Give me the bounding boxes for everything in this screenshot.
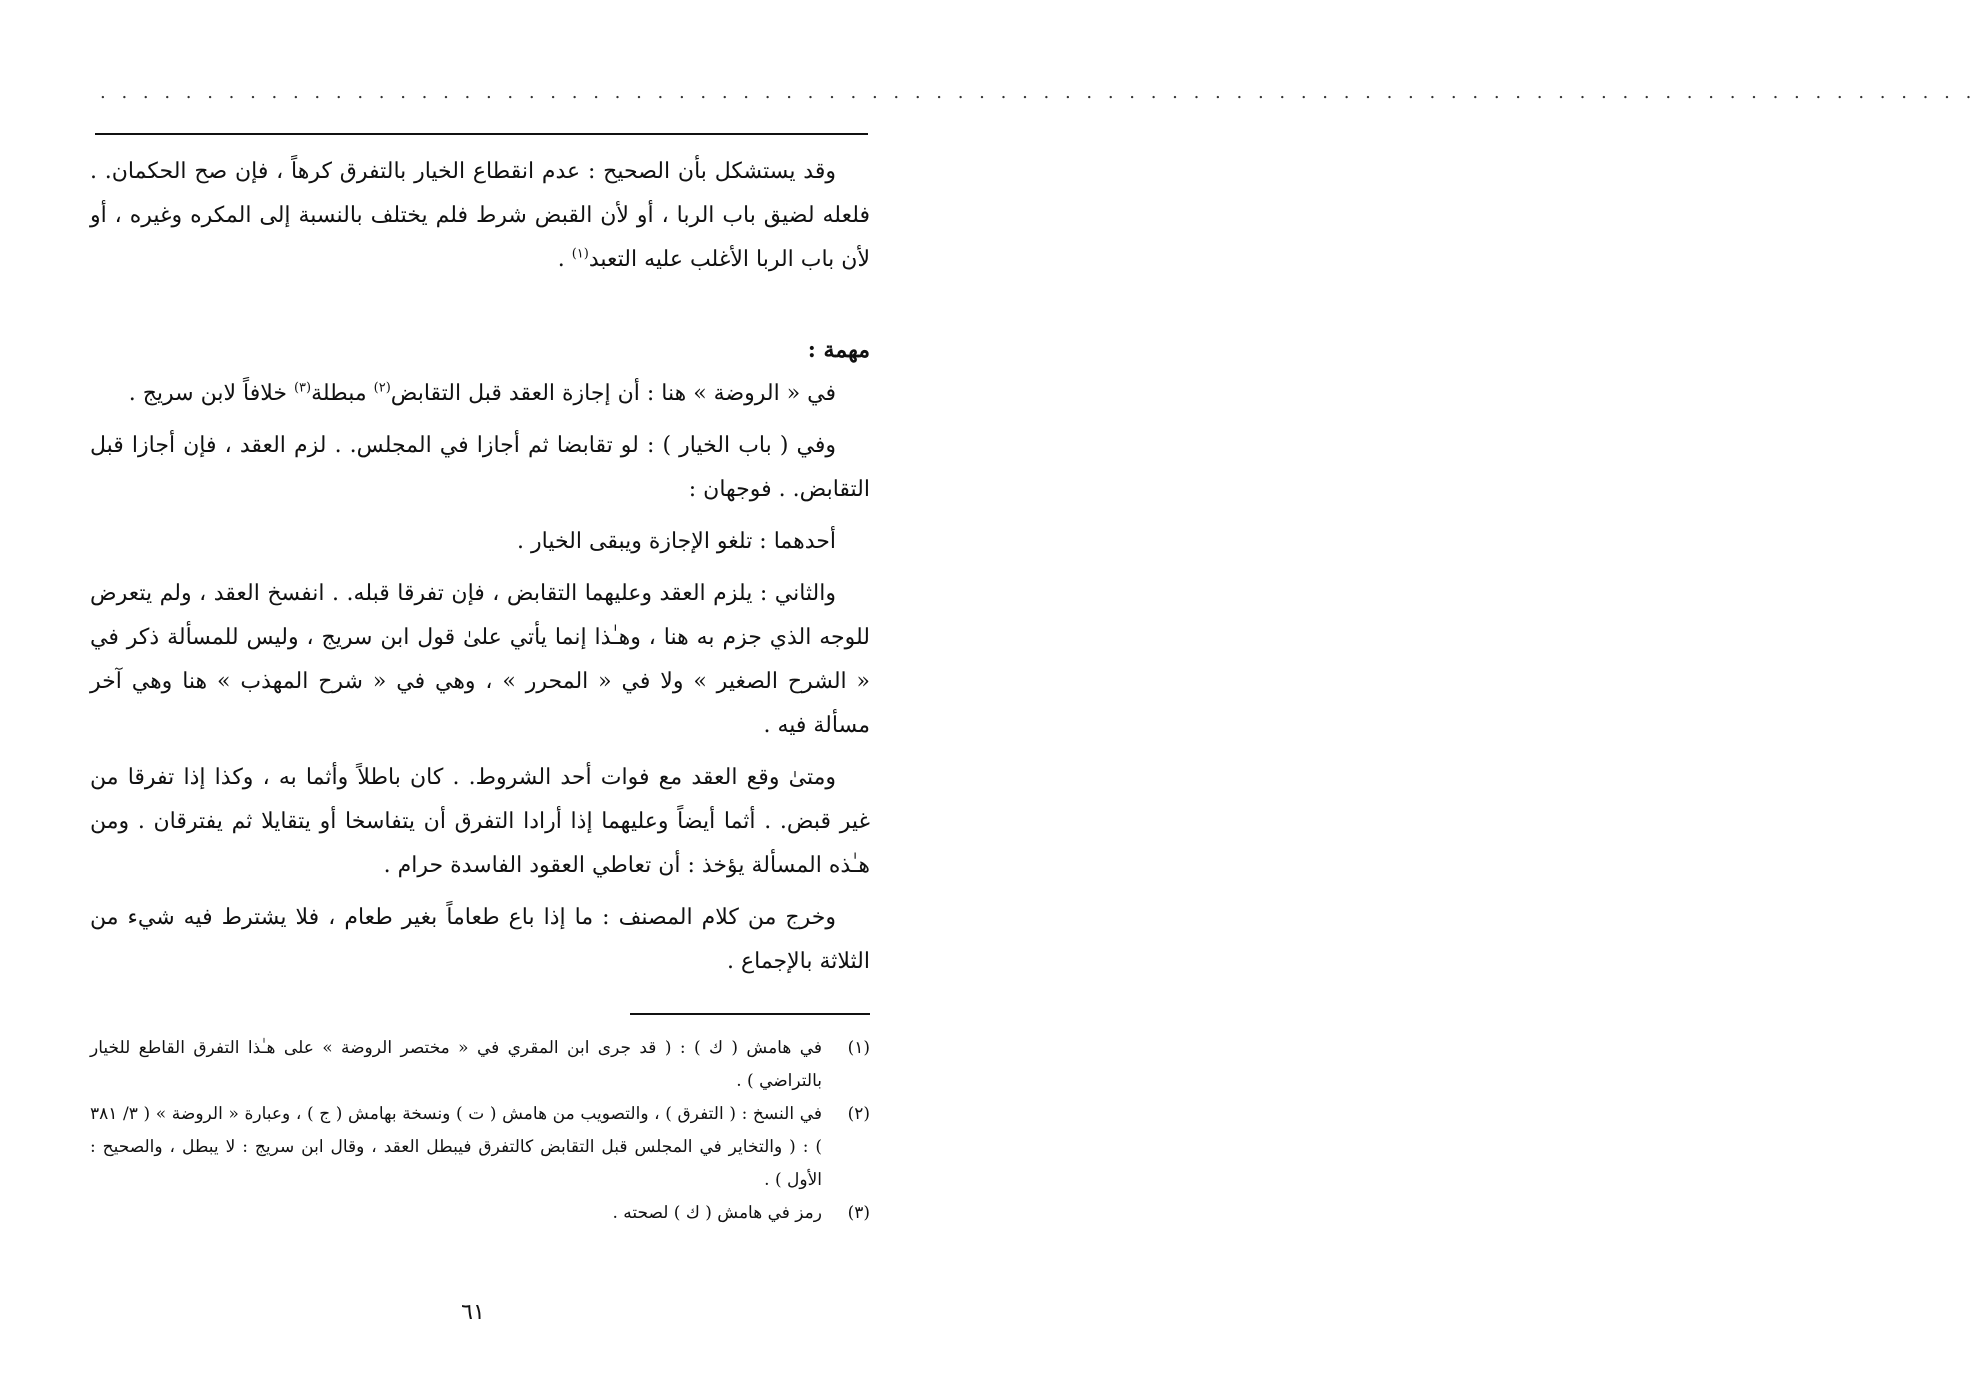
footnote-ref-1: (١) <box>571 246 589 262</box>
paragraph-4: أحدهما : تلغو الإجازة ويبقى الخيار . <box>517 529 836 554</box>
footnotes <box>90 1032 870 1230</box>
footnote-ref-2: (٢) <box>373 380 391 396</box>
paragraph-7: وخرج من كلام المصنف : ما إذا باع طعاماً بغير طعام ، فلا يشترط فيه شيء من الثلاثة بالإجماع . <box>90 905 870 974</box>
footnote-number: (٣) <box>847 1203 870 1223</box>
page-number: ٦١ <box>461 1300 485 1325</box>
header-rule <box>95 133 868 135</box>
paragraph-2-part-b: مبطلة <box>311 381 374 406</box>
footnote-number: (٢) <box>847 1104 870 1124</box>
header-dotted-line: . . . . . . . . . . . . . . . . . . . . . . . . . . . . . . . . . . . . . . . . . . . . . . . . . . . . . . . . . . . . . . . . . . . . . . . . . . . . . . . . . . . . . . . . <box>100 82 1976 103</box>
paragraph-6: ومتىٰ وقع العقد مع فوات أحد الشروط. . كان باطلاً وأثما به ، وكذا إذا تفرقا من غير قبض. . أثما أيضاً وعليهما إذا أرادا التفرق أن يتفاسخا أو يتقايلا ثم يفترقان . ومن هـٰذه المسألة يؤخذ : أن تعاطي العقود الفاسدة حرام . <box>90 765 870 878</box>
paragraph-1-text: وقد يستشكل بأن الصحيح : عدم انقطاع الخيار بالتفرق كرهاً ، فإن صح الحكمان. . فلعله لضيق باب الربا ، أو لأن القبض شرط فلم يختلف بالنسبة إلى المكره وغيره ، أو لأن باب الربا الأغلب عليه التعبد <box>90 159 870 272</box>
main-text <box>90 150 870 984</box>
section-heading: مهمة : <box>807 337 870 363</box>
footnote-ref-3: (٣) <box>293 380 312 396</box>
paragraph-2-part-c: خلافاً لابن سريج . <box>128 381 294 406</box>
footnote-text: رمز في هامش ( ك ) لصحته . <box>612 1203 822 1223</box>
paragraph-2-part-a: في « الروضة » هنا : أن إجازة العقد قبل التقابض <box>390 381 836 406</box>
footnote-number: (١) <box>847 1038 870 1058</box>
paragraph-1 <box>90 150 870 282</box>
footnote-2 <box>90 1098 870 1197</box>
footnote-text: في هامش ( ك ) : ( قد جرى ابن المقري في « مختصر الروضة » على هـٰذا التفرق القاطع للخيار بالتراضي ) . <box>90 1038 822 1091</box>
paragraph-3: وفي ( باب الخيار ) : لو تقابضا ثم أجازا في المجلس. . لزم العقد ، فإن أجازا قبل التقابض. . فوجهان : <box>90 433 870 502</box>
footnote-1 <box>90 1032 870 1098</box>
paragraph-1-end: . <box>557 247 572 272</box>
footnote-separator <box>630 1013 870 1015</box>
footnote-3 <box>90 1197 870 1230</box>
paragraph-2 <box>90 372 870 416</box>
footnote-text: في النسخ : ( التفرق ) ، والتصويب من هامش ( ت ) ونسخة بهامش ( ج ) ، وعبارة « الروضة » ( ٣/ ٣٨١ ) : ( والتخاير في المجلس قبل التقابض كالتفرق فيبطل العقد ، وقال ابن سريج : لا يبطل ، والصحيح : الأول ) . <box>90 1104 822 1190</box>
paragraph-5: والثاني : يلزم العقد وعليهما التقابض ، فإن تفرقا قبله. . انفسخ العقد ، ولم يتعرض للوجه الذي جزم به هنا ، وهـٰذا إنما يأتي علىٰ قول ابن سريج ، وليس للمسألة ذكر في « الشرح الصغير » ولا في « المحرر » ، وهي في « شرح المهذب » هنا وهي آخر مسألة فيه . <box>90 581 870 738</box>
